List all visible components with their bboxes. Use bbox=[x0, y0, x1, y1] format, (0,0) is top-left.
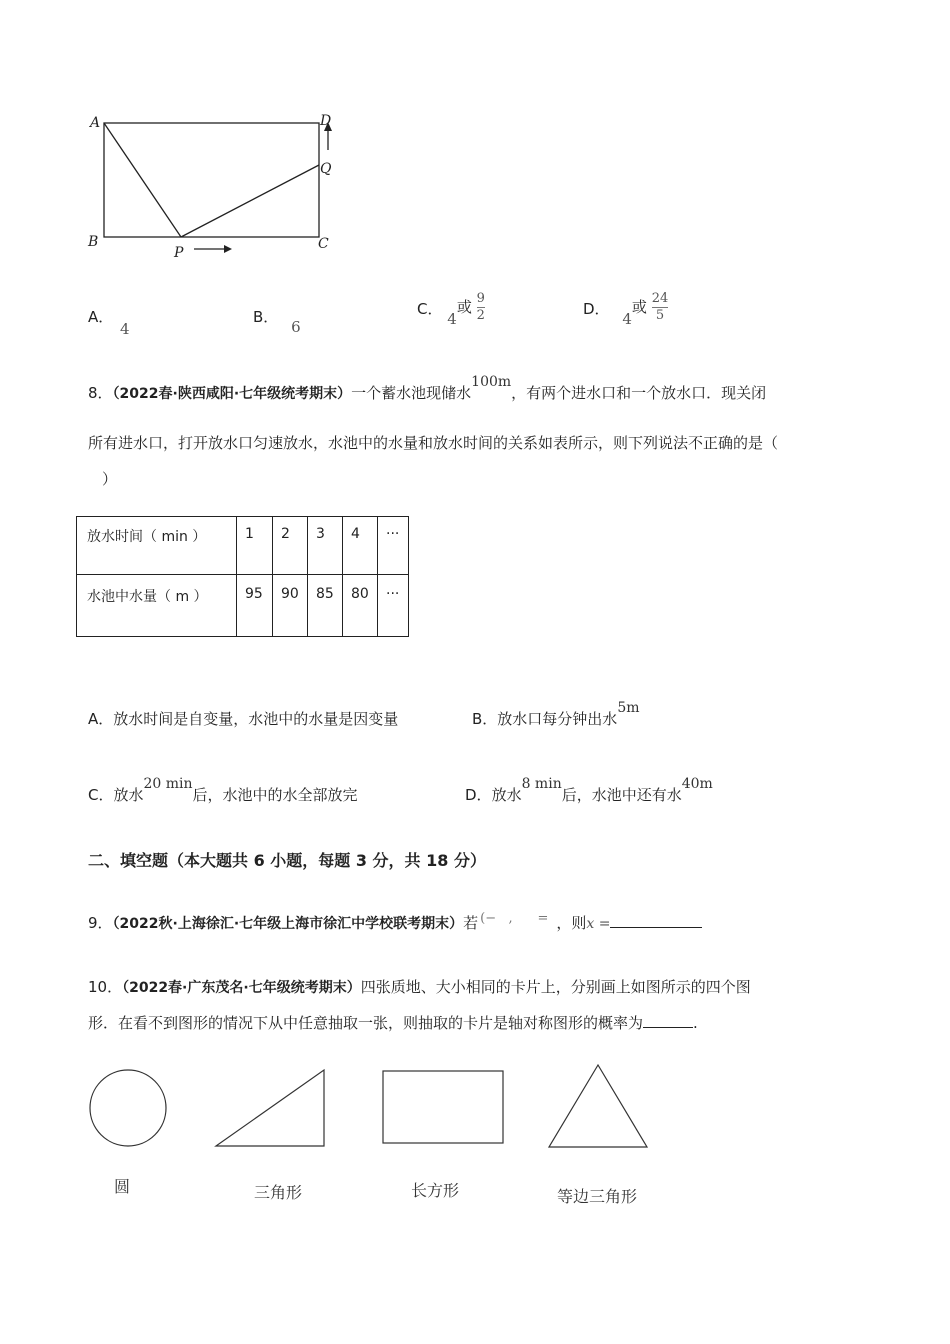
label-b: B bbox=[88, 234, 99, 250]
shape-label-rectangle: 长方形 bbox=[411, 1181, 460, 1200]
q8-option-a: A．放水时间是自变量，水池中的水量是因变量 bbox=[88, 710, 399, 728]
q9-number: 9． bbox=[88, 914, 113, 932]
q8-line3: ） bbox=[102, 470, 118, 488]
label-d: D bbox=[320, 113, 332, 129]
q9-source: （2022秋·上海徐汇·七年级上海市徐汇中学校联考期末） bbox=[112, 916, 464, 932]
q8-option-d: D．放水8 min后，水池中还有水40m bbox=[465, 776, 713, 804]
q7-figure bbox=[80, 108, 350, 268]
q7-option-d: D． 4或 $\frac{24}{5}$ bbox=[583, 291, 669, 328]
table-row: 水池中水量（ m ） 95 90 85 80 ··· bbox=[77, 575, 409, 637]
q9-answer-blank[interactable] bbox=[610, 913, 702, 928]
right-triangle-shape bbox=[216, 1070, 324, 1146]
rectangle-shape bbox=[383, 1071, 503, 1143]
q10-answer-blank[interactable] bbox=[643, 1013, 693, 1028]
fraction-9-2: $\frac{9}{2}$ bbox=[476, 291, 485, 323]
q7-option-c: C． 4或 $\frac{9}{2}$ bbox=[417, 291, 485, 328]
arrow-right-icon bbox=[224, 245, 232, 253]
label-c: C bbox=[318, 236, 329, 252]
rectangle-abcd bbox=[104, 123, 319, 237]
table-row: 放水时间（ min ） 1 2 3 4 ··· bbox=[77, 517, 409, 575]
q8-table bbox=[76, 516, 409, 637]
label-a: A bbox=[90, 115, 101, 131]
q8-option-b: B．放水口每分钟出水5m bbox=[472, 700, 640, 728]
q10-line1: 10．（2022春·广东茂名·七年级统考期末）四张质地、大小相同的卡片上，分别画上如图所示的四个图 bbox=[88, 978, 751, 996]
q10-number: 10． bbox=[88, 978, 123, 996]
shape-label-circle: 圆 bbox=[114, 1177, 131, 1196]
shape-label-equilateral: 等边三角形 bbox=[557, 1187, 638, 1206]
equilateral-triangle-shape bbox=[549, 1065, 647, 1147]
q8-amount: 100m bbox=[471, 374, 512, 390]
q8-line1: 8．（2022春·陕西咸阳·七年级统考期末）一个蓄水池现储水100m，有两个进水口和一个放水口．现关闭 bbox=[88, 374, 767, 402]
q10-shapes bbox=[80, 1060, 670, 1160]
segment-pq bbox=[181, 165, 319, 237]
label-q: Q bbox=[320, 161, 332, 177]
q7-option-b: B． 6 bbox=[253, 308, 301, 336]
q8-option-c: C．放水20 min后，水池中的水全部放完 bbox=[88, 776, 358, 804]
q8-line2: 所有进水口，打开放水口匀速放水，水池中的水量和放水时间的关系如表所示，则下列说法不正确的是（ bbox=[88, 434, 779, 452]
q9-formula: (− , = bbox=[480, 911, 549, 926]
segment-ap bbox=[104, 123, 181, 237]
shape-label-triangle: 三角形 bbox=[254, 1183, 303, 1202]
q8-number: 8． bbox=[88, 384, 113, 402]
label-p: P bbox=[174, 245, 184, 261]
q7-option-a: A． 4 bbox=[88, 308, 130, 338]
fraction-24-5: $\frac{24}{5}$ bbox=[651, 291, 669, 323]
q9-line: 9．（2022秋·上海徐汇·七年级上海市徐汇中学校联考期末）若 (− , = ，则x = bbox=[88, 912, 702, 933]
q8-source: （2022春·陕西咸阳·七年级统考期末） bbox=[112, 386, 352, 402]
q10-line2: 形．在看不到图形的情况下从中任意抽取一张，则抽取的卡片是轴对称图形的概率为 . bbox=[88, 1014, 698, 1032]
circle-shape bbox=[90, 1070, 166, 1146]
section-heading: 二、填空题（本大题共 6 小题，每题 3 分，共 18 分） bbox=[88, 851, 486, 870]
q10-source: （2022春·广东茂名·七年级统考期末） bbox=[122, 980, 361, 996]
